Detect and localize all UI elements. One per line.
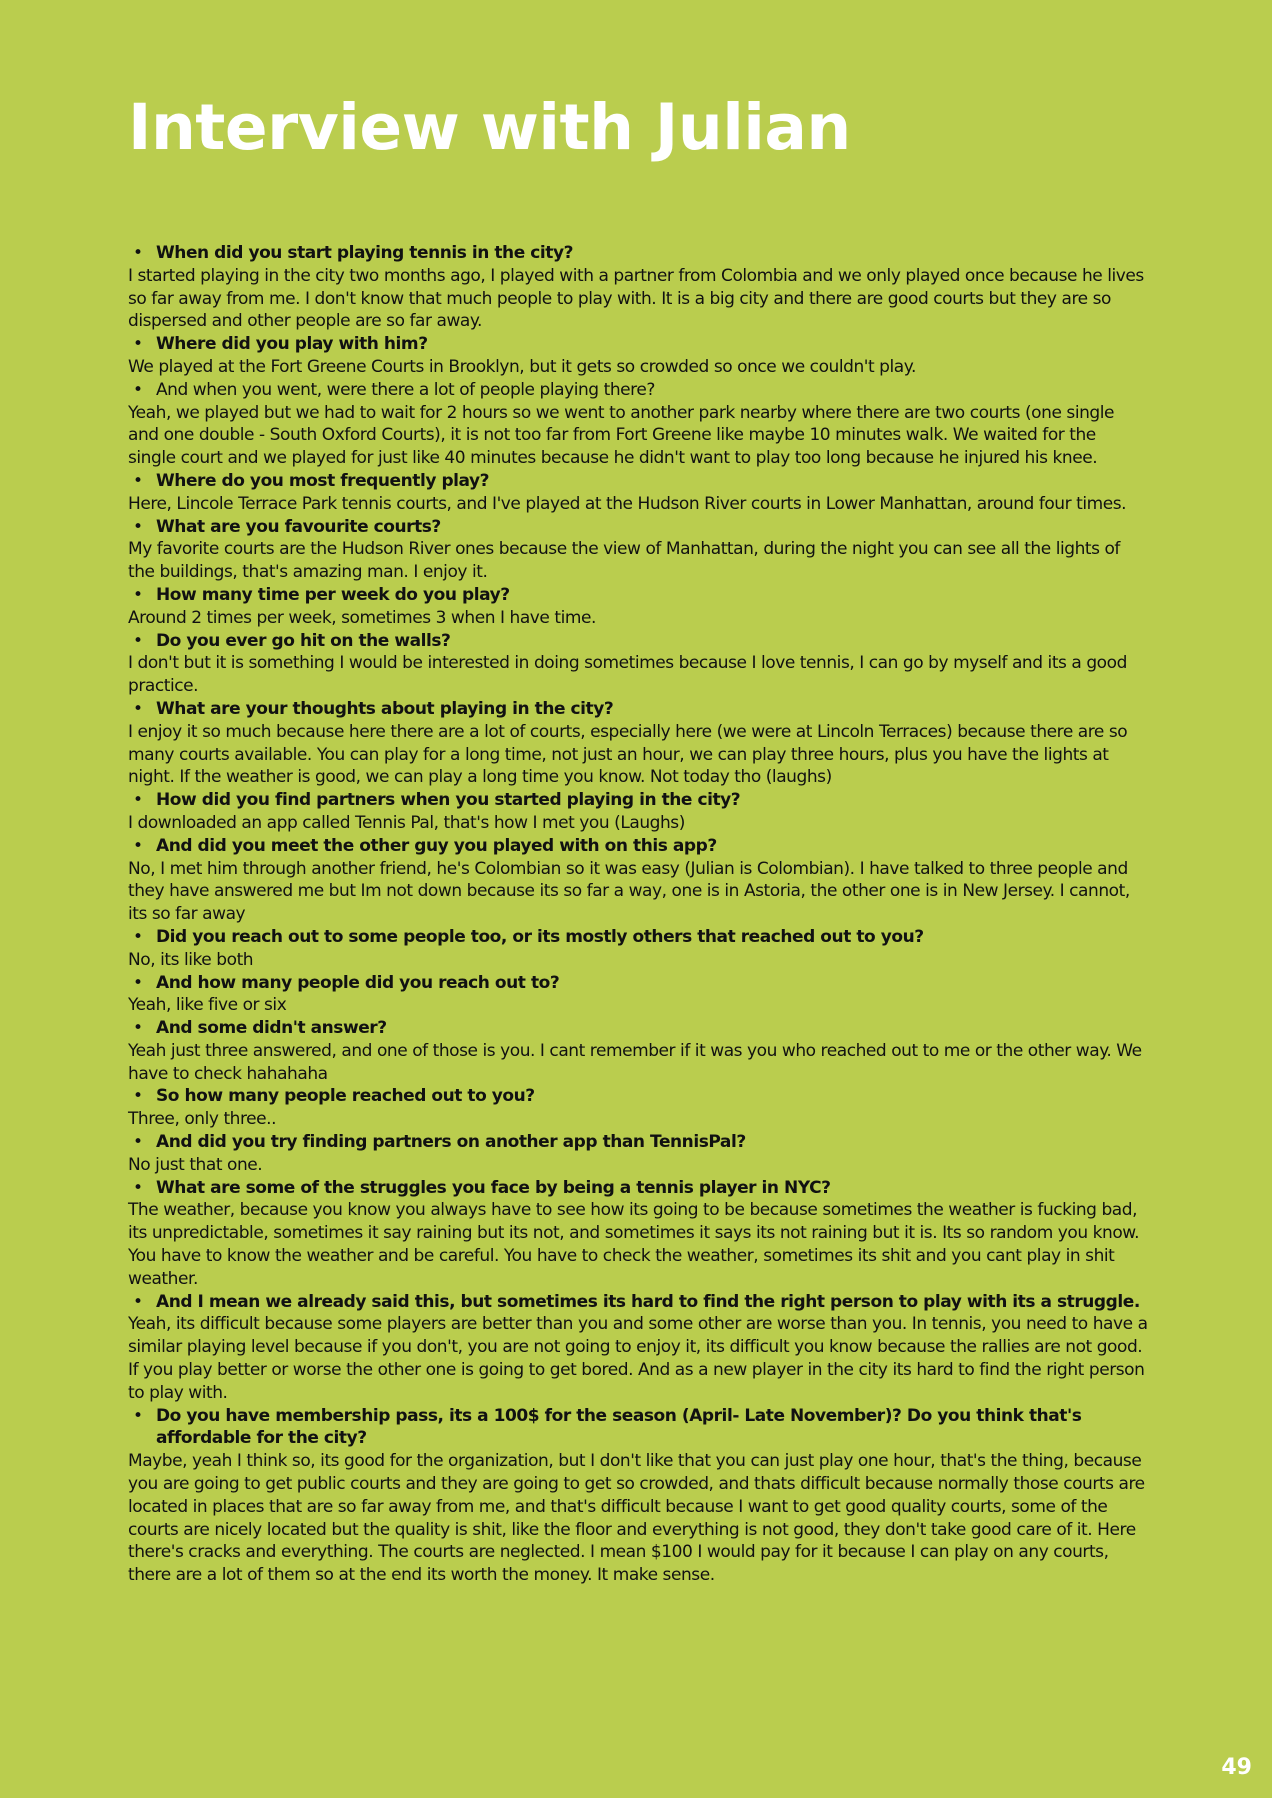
page-title: Interview with Julian xyxy=(128,91,851,164)
interview-qa-list xyxy=(128,242,1148,1587)
qa-item xyxy=(128,584,1148,630)
interview-answer: Around 2 times per week, sometimes 3 when I have time. xyxy=(128,607,596,628)
interview-answer: Maybe, yeah I think so, its good for the organization, but I don't like that you can just play one hour, that's the thing, because you are going to get public courts and they are going to get so crowded, and thats difficult because normally those courts are located in places that are so far away from me, and that's difficult because I want to get good quality courts, some of the courts are nicely located but the quality is shit, like the floor and everything is not good, they don't take good care of it. Here there's cracks and everything. The courts are neglected. I mean $100 I would pay for it because I can play on any courts, there are a lot of them so at the end its worth the money. It make sense. xyxy=(128,1451,1145,1586)
interview-question: • When did you start playing tennis in the city? xyxy=(128,242,1148,265)
interview-question: • And some didn't answer? xyxy=(128,1017,1148,1040)
qa-item xyxy=(128,242,1148,333)
qa-item xyxy=(128,972,1148,1018)
interview-answer: Yeah just three answered, and one of those is you. I cant remember if it was you who reached out to me or the other way. We have to check hahahaha xyxy=(128,1040,1142,1084)
interview-question: • Where do you most frequently play? xyxy=(128,470,1148,493)
interview-answer: The weather, because you know you always have to see how its going to be because sometimes the weather is fucking bad, its unpredictable, sometimes it say raining but its not, and sometimes it says its not raining but it is. Its so random you know. You have to know the weather and be careful. You have to check the weather, sometimes its shit and you cant play in shit weather. xyxy=(128,1200,1140,1289)
page-number: 49 xyxy=(1221,1755,1252,1780)
qa-item xyxy=(128,1405,1148,1587)
qa-item xyxy=(128,698,1148,789)
interview-answer: I started playing in the city two months ago, I played with a partner from Colombia and we only played once because he lives so far away from me. I don't know that much people to play with. It is a big city and there are good courts but they are so dispersed and other people are so far away. xyxy=(128,265,1144,332)
interview-answer: Yeah, like five or six xyxy=(128,995,287,1016)
qa-item xyxy=(128,1177,1148,1291)
qa-item xyxy=(128,379,1148,470)
interview-answer: Yeah, we played but we had to wait for 2 hours so we went to another park nearby where there are two courts (one single and one double - South Oxford Courts), it is not too far from Fort Greene like maybe 10 minutes walk. We waited for the single court and we played for just like 40 minutes because he didn't want to play too long because he injured his knee. xyxy=(128,402,1115,469)
interview-answer: My favorite courts are the Hudson River ones because the view of Manhattan, during the night you can see all the lights of the buildings, that's amazing man. I enjoy it. xyxy=(128,539,1120,583)
interview-question: • How did you find partners when you started playing in the city? xyxy=(128,789,1148,812)
interview-question: • Do you have membership pass, its a 100$ for the season (April- Late November)? Do you think that's affordable for the city? xyxy=(128,1405,1148,1451)
interview-question: • And I mean we already said this, but sometimes its hard to find the right person to play with its a struggle. xyxy=(128,1291,1148,1314)
interview-question: • And did you meet the other guy you played with on this app? xyxy=(128,835,1148,858)
interview-answer: No just that one. xyxy=(128,1154,263,1175)
qa-item xyxy=(128,835,1148,926)
interview-answer: No, I met him through another friend, he's Colombian so it was easy (Julian is Colombian). I have talked to three people and they have answered me but Im not down because its so far a way, one is in Astoria, the other one is in New Jersey. I cannot, its so far away xyxy=(128,858,1130,925)
interview-answer: I enjoy it so much because here there are a lot of courts, especially here (we were at Lincoln Terraces) because there are so many courts available. You can play for a long time, not just an hour, we can play three hours, plus you have the lights at night. If the weather is good, we can play a long time you know. Not today tho (laughs) xyxy=(128,721,1128,788)
qa-item xyxy=(128,516,1148,584)
interview-question: • Do you ever go hit on the walls? xyxy=(128,630,1148,653)
qa-item xyxy=(128,1291,1148,1405)
interview-question: • So how many people reached out to you? xyxy=(128,1085,1148,1108)
qa-item xyxy=(128,1131,1148,1177)
qa-item xyxy=(128,630,1148,698)
interview-answer: I don't but it is something I would be interested in doing sometimes because I love tennis, I can go by myself and its a good practice. xyxy=(128,653,1127,697)
interview-question: • Did you reach out to some people too, or its mostly others that reached out to you? xyxy=(128,926,1148,949)
interview-question: • Where did you play with him? xyxy=(128,333,1148,356)
interview-answer: Here, Lincole Terrace Park tennis courts, and I've played at the Hudson River courts in Lower Manhattan, around four times. xyxy=(128,493,1127,514)
interview-question: • How many time per week do you play? xyxy=(128,584,1148,607)
interview-question: • And did you try finding partners on another app than TennisPal? xyxy=(128,1131,1148,1154)
interview-question: • And how many people did you reach out to? xyxy=(128,972,1148,995)
qa-item xyxy=(128,926,1148,972)
qa-item xyxy=(128,789,1148,835)
interview-question: • What are some of the struggles you face by being a tennis player in NYC? xyxy=(128,1177,1148,1200)
interview-question: • What are you favourite courts? xyxy=(128,516,1148,539)
interview-question: • What are your thoughts about playing in the city? xyxy=(128,698,1148,721)
qa-item xyxy=(128,470,1148,516)
qa-item xyxy=(128,333,1148,379)
interview-answer: We played at the Fort Greene Courts in Brooklyn, but it gets so crowded so once we couldn't play. xyxy=(128,356,916,377)
interview-answer: No, its like both xyxy=(128,949,254,970)
interview-answer: Three, only three.. xyxy=(128,1109,277,1130)
interview-question: • And when you went, were there a lot of people playing there? xyxy=(128,379,1148,402)
qa-item xyxy=(128,1017,1148,1085)
qa-item xyxy=(128,1085,1148,1131)
interview-answer: Yeah, its difficult because some players are better than you and some other are worse than you. In tennis, you need to have a similar playing level because if you don't, you are not going to enjoy it, its difficult you know because the rallies are not good. If you play better or worse the other one is going to get bored. And as a new player in the city its hard to find the right person to play with. xyxy=(128,1314,1148,1403)
interview-answer: I downloaded an app called Tennis Pal, that's how I met you (Laughs) xyxy=(128,812,685,833)
